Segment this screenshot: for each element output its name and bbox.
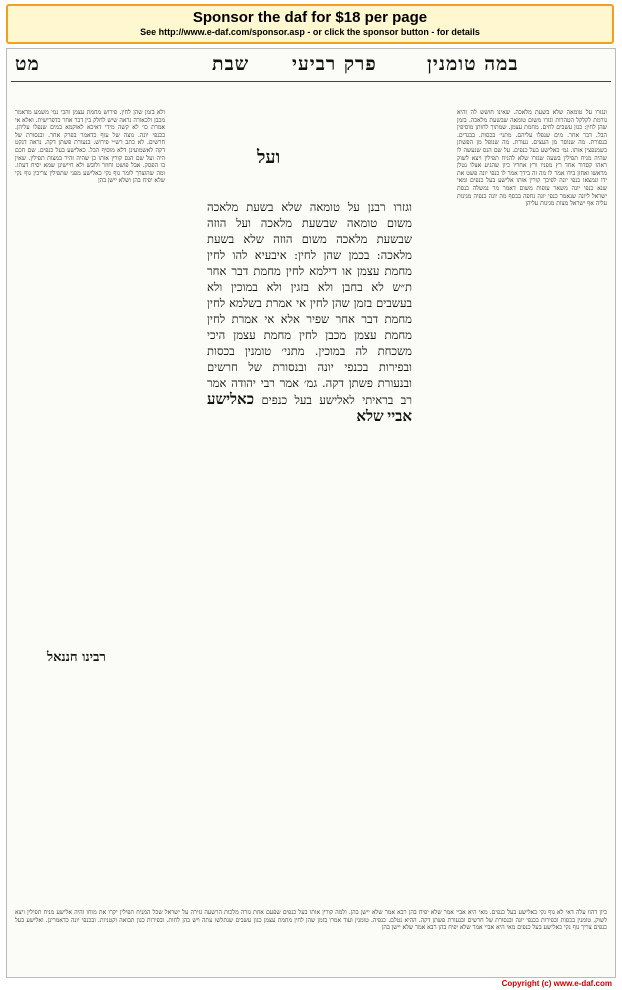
tosafot-commentary: ולא בזמן שהן לחין. פירוש מחמת עצמן והכי נמי משמע מדאמר מכבן ולכאורה נראה שיש לחלק בין דבר אחר כדפרישית. ואלא אי אמרת כו׳ לא קשה מידי דאיכא לאוקמא במים שנפלו עליהן. בכנפי יונה. נוצה של עוף כדאמר בפרק אחר. ובנסורת של חרשים. לא כתב רש״י פירוש. בנעורת פשתן דקה. נראה דנקט דקה לאשמועינן דלא מוסיף הבל. כאלישע בעל כנפים. שם חכם היה ועל שם הנס קורין אותו כן שהיה זהיר במצות תפילין. שאין בו הפסק. אבל פושט וחוזר ולובש ולא חיישינן שמא יסיח דעתו. ומה שהוצרך לומר גוף נקי כאלישע מפני שתפילין צריכין גוף נקי שלא יפיח בהן ושלא יישן בהן bbox=[15, 109, 165, 185]
gemara-word-elisha: כאלישע bbox=[207, 390, 255, 408]
folio-number: מט bbox=[15, 53, 40, 75]
tractate-name: שבת bbox=[212, 53, 250, 75]
sponsor-banner[interactable] bbox=[6, 4, 614, 44]
page-header bbox=[7, 53, 615, 79]
rabbenu-chananel-title: רבינו חננאל bbox=[47, 650, 106, 665]
talmud-page bbox=[6, 48, 616, 978]
gemara-text bbox=[207, 199, 412, 799]
chapter-number: פרק רביעי bbox=[292, 53, 377, 75]
bottom-commentary bbox=[15, 909, 607, 969]
rashi-commentary: ונגזרו על טומאה שלא בשעת מלאכה. שאינו חושש לה והיא גורמת לקלקל הטהרות וגזרו משום טומאה שבשעת מלאכה. בזמן שהן לחין: כגון עשבים לחים. מחמת עצמן. שמתוך לחותן מוסיפין הבל. דבר אחר. מים שנפלו עליהם. מתני׳ בכסות. בבגדים. בנסורת. מה שנוסר מן העצים. נעורת. מה שנופל מן הפשתן כשמנפצין אותו. גמ׳ כאלישע בעל כנפים. על שם הנס שנעשה לו שהיה מניח תפילין בשעה שגזרו שלא להניח תפילין ויצא לשוק ראהו קסדור אחד רץ מפניו ורץ אחריו כיון שהגיע אצלו נטלן מראשו ואחזן בידו אמר לו מה זה בידך אמר לו כנפי יונה פשט את ידו ונמצאו כנפי יונה לפיכך קורין אותו אלישע בעל כנפים ומאי שנא כנפי יונה משאר עופות משום דאמר מר נמשלה כנסת ישראל ליונה שנאמר כנפי יונה נחפה בכסף מה יונה כנפיה מגינות עליה אף ישראל מצות מגינות עליהן bbox=[457, 109, 607, 208]
chapter-title: במה טומנין bbox=[427, 53, 519, 75]
gemara-opening-word: ועל bbox=[257, 147, 281, 168]
gemara-body: וגזרו רבנן על טומאה שלא בשעת מלאכה משום טומאה שבשעת מלאכה ועל הוזה שבשעת מלאכה משום הוזה שלא בשעת מלאכה: בכמן שהן לחין: איבעיא להו לחין מחמת עצמן או דילמא לחין מחמת דבר אחר ת״ש לא בחבן ולא בזגין ולא במוכין ולא בעשבים בזמן שהן לחין אי אמרת בשלמא לחין מחמת דבר אחר שפיר אלא אי אמרת לחין מחמת עצמן מכבן לחין מחמת עצמן היכי משכחת לה במוכין. מתני׳ טומנין בכסות ובפירות בכנפי יונה ובנסורת של חרשים ובנעורת פשתן דקה. גמ׳ אמר רבי יהודה אמר רב בראיתי לאלישע בעל כנפים bbox=[207, 200, 412, 407]
copyright-notice: Copyright (c) www.e-daf.com bbox=[501, 979, 612, 988]
gemara-word-shela: שלא bbox=[356, 407, 384, 425]
banner-title: Sponsor the daf for $18 per page bbox=[192, 9, 428, 26]
header-rule bbox=[11, 81, 611, 82]
bottom-commentary-text: כיון דהוו עלה דאי לא גוף נקי כאלישע בעל כנפים. מאי היא אביי אמר שלא יפיח בהן רבא אמר שלא יישן בהן. ולמה קורין אותו בעל כנפים שפעם אחת גזרה מלכות הרשעה גזירה על ישראל שכל המניח תפילין יקרו את מוחו והיה אלישע מניח תפילין ויצא לשוק. טומנין בכסות ובפירות בכנפי יונה ובנסורת של חרשים ובנעורת פשתן דקה. ההיא נטלם. כנפיה. טומנין bbox=[15, 909, 607, 924]
banner-subtitle[interactable]: See http://www.e-daf.com/sponsor.asp - or click the sponsor button - for details bbox=[140, 27, 480, 37]
rabbenu-chananel-text: ועוד אמרו בזמן שהן לחין מחמת עצמן כגון עשבים שנתלשו עתה ויש בהן לחות. ובפירות כגון תבואה וקטניות. ובכנפי יונה כדאמרינן. ואלישע בעל כנפים צריך גוף נקי כאלישע בעל כנפים מאי היא אביי אמר שלא יפיח בהן רבא אמר שלא יישן בהן bbox=[15, 916, 607, 931]
gemara-word-abaye: אביי bbox=[387, 407, 412, 425]
